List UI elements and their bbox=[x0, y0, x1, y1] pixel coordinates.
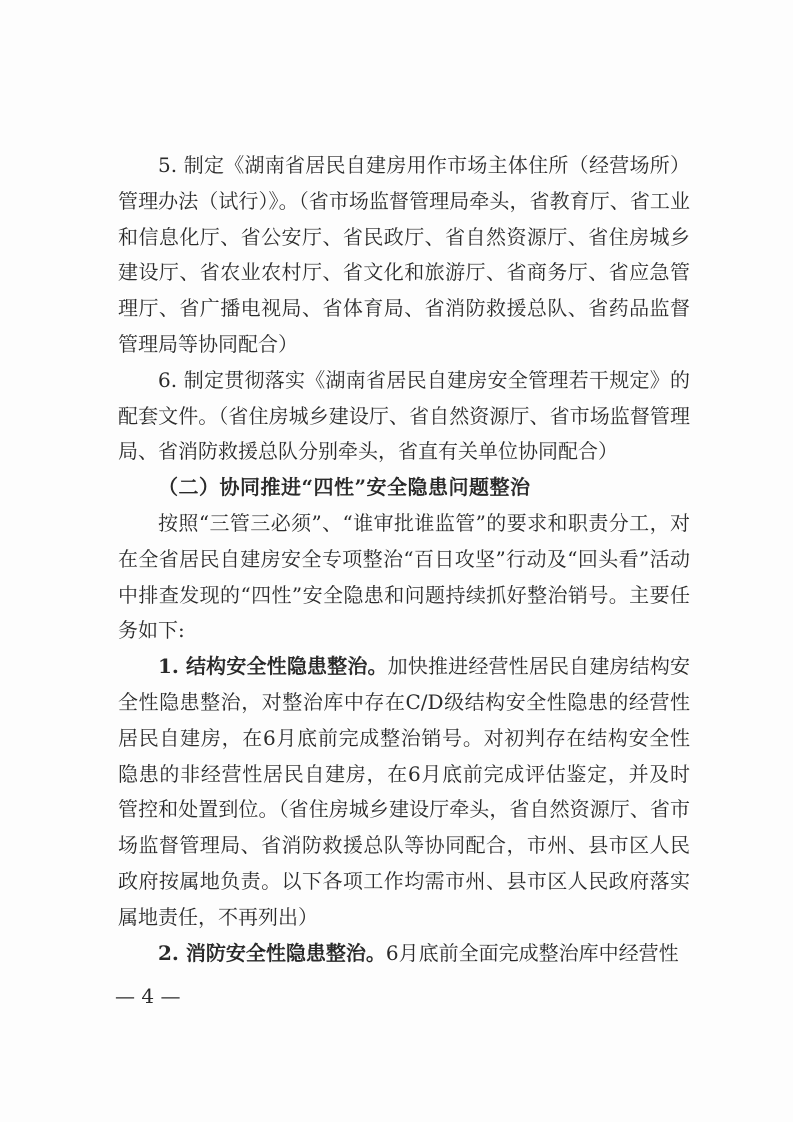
task-item-fire-safety bbox=[118, 936, 690, 972]
task-lead: 2. 消防安全性隐患整治。 bbox=[158, 940, 386, 965]
section-heading: （二）协同推进“四性”安全隐患问题整治 bbox=[158, 475, 531, 500]
paragraph-item-5 bbox=[118, 148, 690, 363]
paragraph-text: 6. 制定贯彻落实《湖南省居民自建房安全管理若干规定》的配套文件。（省住房城乡建设厅、省自然资源厅、省市场监督管理局、省消防救援总队分别牵头，省直有关单位协同配合） bbox=[118, 367, 690, 464]
paragraph-text: 5. 制定《湖南省居民自建房用作市场主体住所（经营场所）管理办法（试行）》。（省市场监督管理局牵头，省教育厅、省工业和信息化厅、省公安厅、省民政厅、省自然资源厅、省住房城乡建设厅、省农业农村厅、省文化和旅游厅、省商务厅、省应急管理厅、省广播电视局、省体育局、省消防救援总队、省药品监督管理局等协同配合） bbox=[118, 153, 690, 356]
task-lead: 1. 结构安全性隐患整治。 bbox=[158, 654, 388, 679]
task-item-structural-safety bbox=[118, 649, 690, 935]
task-text: 6月底前全面完成整治库中经营性 bbox=[385, 940, 679, 965]
page-number: — 4 — bbox=[115, 984, 181, 1008]
document-body bbox=[118, 148, 690, 971]
task-text: 加快推进经营性居民自建房结构安全性隐患整治，对整治库中存在C/D级结构安全性隐患的经营性居民自建房，在6月底前完成整治销号。对初判存在结构安全性隐患的非经营性居民自建房，在6月底前完成评估鉴定，并及时管控和处置到位。（省住房城乡建设厅牵头，省自然资源厅、省市场监督管理局、省消防救援总队等协同配合，市州、县市区人民政府按属地负责。以下各项工作均需市州、县市区人民政府落实属地责任，不再列出） bbox=[118, 654, 690, 929]
paragraph-item-6 bbox=[118, 363, 690, 470]
intro-paragraph: 按照“三管三必须”、“谁审批谁监管”的要求和职责分工，对在全省居民自建房安全专项整治“百日攻坚”行动及“回头看”活动中排查发现的“四性”安全隐患和问题持续抓好整治销号。主要任务如下: bbox=[118, 510, 690, 643]
